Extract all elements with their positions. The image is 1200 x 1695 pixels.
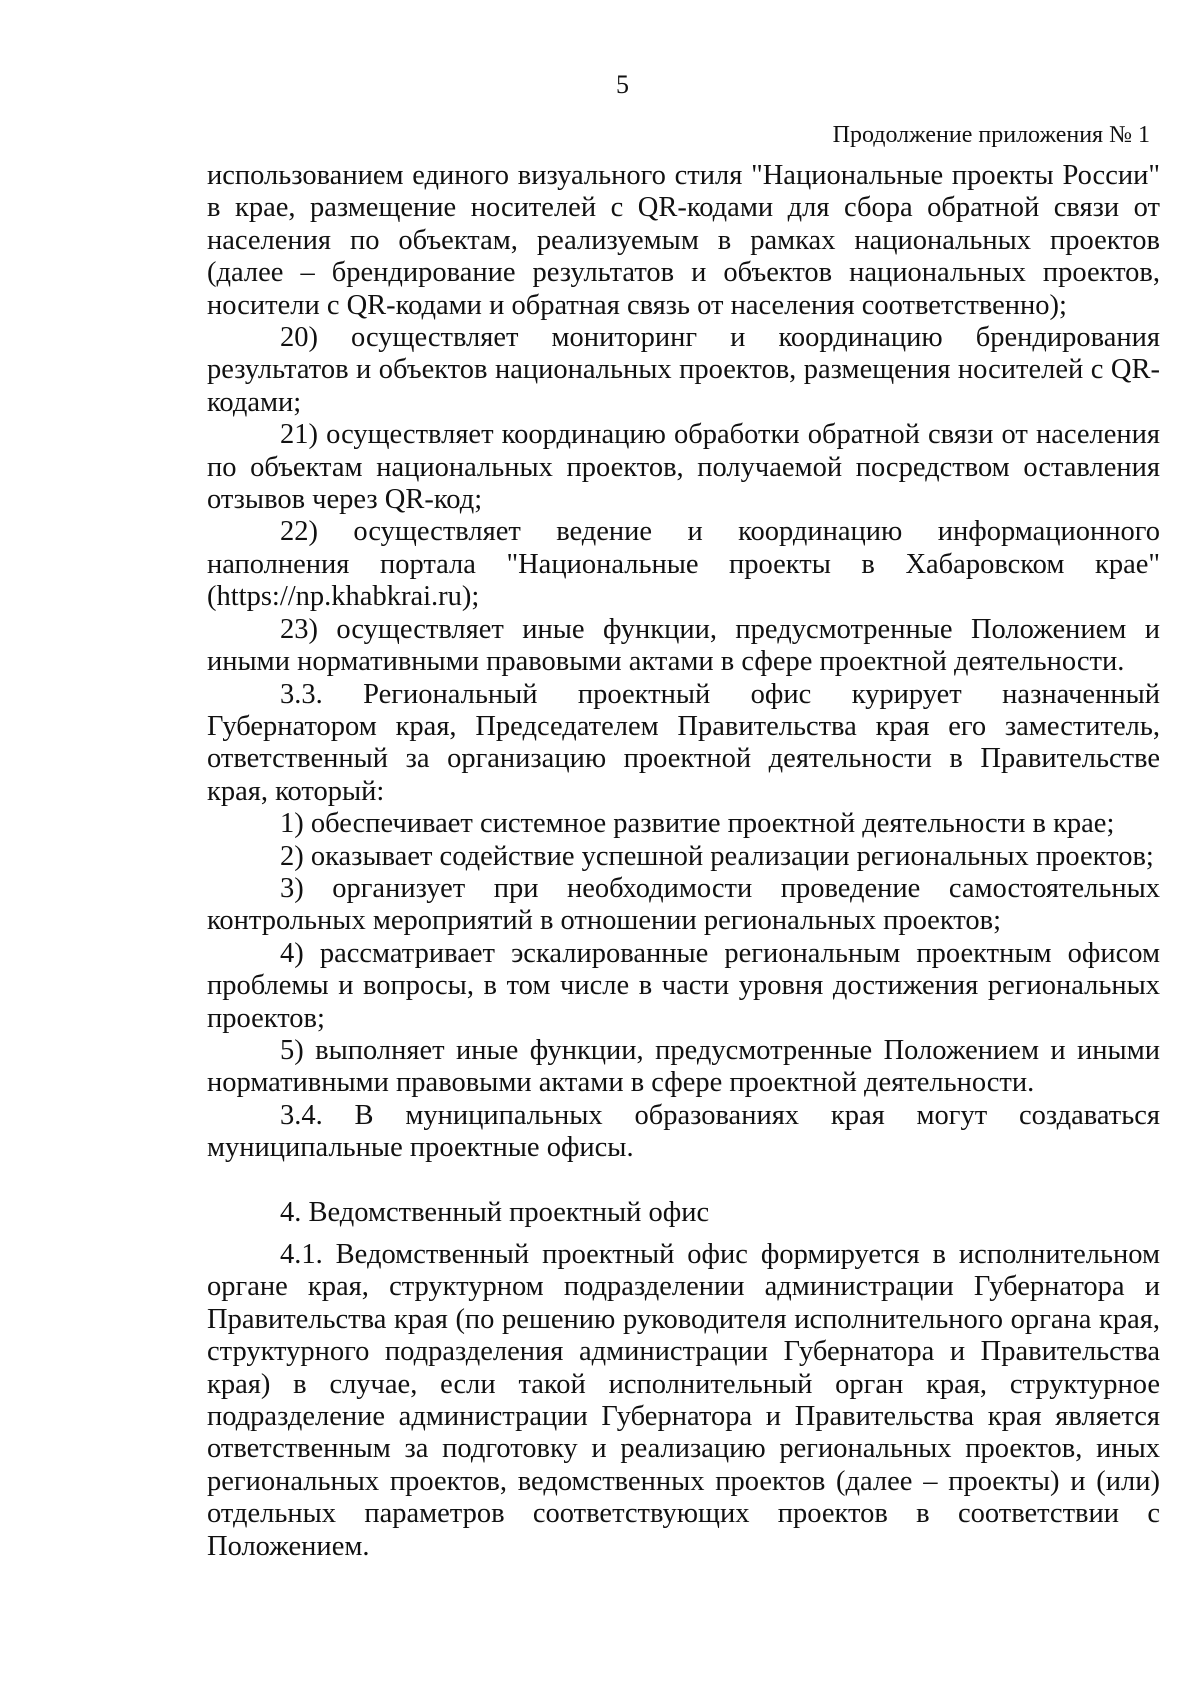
paragraph-3-3-item-1: 1) обеспечивает системное развитие проектной деятельности в крае;: [280, 808, 1115, 840]
paragraph-item-22: 22) осуществляет ведение и координацию информационного наполнения портала "Национальные проекты в Хабаровском крае" (https://np.khabkrai.ru);: [207, 516, 1160, 613]
page-number: 5: [616, 70, 629, 99]
paragraph-3-3-item-5: 5) выполняет иные функции, предусмотренные Положением и иными нормативными правовыми актами в сфере проектной деятельности.: [207, 1034, 1160, 1099]
paragraph-item-20: 20) осуществляет мониторинг и координацию брендирования результатов и объектов национальных проектов, размещения носителей с QR-кодами;: [207, 322, 1160, 418]
paragraph-3-3-item-2: 2) оказывает содействие успешной реализации региональных проектов;: [280, 840, 1154, 872]
paragraph-3-3-item-3: 3) организует при необходимости проведение самостоятельных контрольных мероприятий в отношении региональных проектов;: [207, 872, 1160, 937]
appendix-continuation-note: Продолжение приложения № 1: [832, 122, 1150, 148]
section-heading: 4. Ведомственный проектный офис: [280, 1196, 710, 1228]
paragraph-4-1: 4.1. Ведомственный проектный офис формируется в исполнительном органе края, структурном подразделении администрации Губернатора и Правительства края (по решению руководителя исполнительного органа края, структурного подразделения администрации Губернатора и Правительства края) в случае, если такой исполнительный орган края, структурное подразделение администрации Губернатора и Правительства края является ответственным за подготовку и реализацию региональных проектов, иных региональных проектов, ведомственных проектов (далее – проекты) и (или) отдельных параметров соответствующих проектов в соответствии с Положением.: [207, 1239, 1160, 1562]
paragraph-item-21: 21) осуществляет координацию обработки обратной связи от населения по объектам национальных проектов, получаемой посредством оставления отзывов через QR-код;: [207, 419, 1160, 516]
paragraph-3-3: 3.3. Региональный проектный офис курирует назначенный Губернатором края, Председателем Правительства края его заместитель, ответственный за организацию проектной деятельности в Правительстве края, который:: [207, 678, 1160, 807]
paragraph-continuation: использованием единого визуального стиля "Национальные проекты России" в крае, размещение носителей с QR-кодами для сбора обратной связи от населения по объектам, реализуемым в рамках национальных проектов (далее – брендирование результатов и объектов национальных проектов, носители с QR-кодами и обратная связь от населения соответственно);: [207, 160, 1160, 321]
document-body: [207, 160, 1160, 1563]
paragraph-3-4: 3.4. В муниципальных образованиях края могут создаваться муниципальные проектные офисы.: [207, 1099, 1160, 1164]
paragraph-item-23: 23) осуществляет иные функции, предусмотренные Положением и иными нормативными правовыми актами в сфере проектной деятельности.: [207, 613, 1160, 678]
paragraph-3-3-item-4: 4) рассматривает эскалированные региональным проектным офисом проблемы и вопросы, в том числе в части уровня достижения региональных проектов;: [207, 937, 1160, 1034]
